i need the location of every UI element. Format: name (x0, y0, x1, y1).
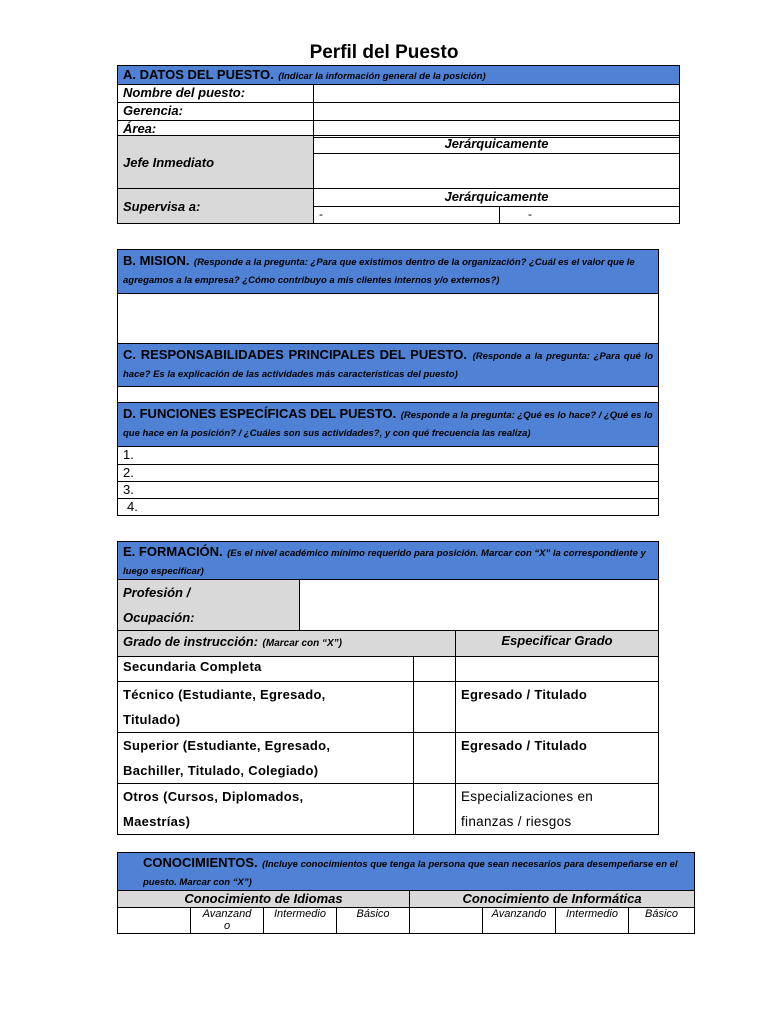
grado-row-superior-line1: Superior (Estudiante, Egresado, (123, 738, 331, 753)
informatica-header: Conocimiento de Informática (410, 891, 695, 908)
grado-spec-otros-line2: finanzas / riesgos (461, 814, 572, 829)
grado-row-superior (118, 733, 414, 784)
informatica-level-basico[interactable]: Básico (629, 908, 695, 934)
section-e-note: (Es el nivel académico mínimo requerido para posición. Marcar con “X” la correspondiente y luego especificar) (123, 548, 646, 577)
section-e-table (117, 541, 659, 835)
section-e-heading: E. FORMACIÓN. (123, 544, 223, 559)
sections-bcd-table (117, 249, 659, 516)
section-b-note: (Responde a la pregunta: ¿Para que existimos dentro de la organización? ¿Cuál es el valor que le agregamos a la empresa? ¿Cómo contribuyo a mis clientes internos y/o externos?) (123, 257, 635, 286)
section-e-header (118, 542, 659, 580)
grado-header (118, 631, 456, 657)
profesion-label (118, 580, 300, 631)
section-d-note: (Responde a la pregunta: ¿Qué es lo hace? / ¿Qué es lo que hace en la posición? / ¿Cuáles son sus actividades?, y con qué frecuencia las realiza) (123, 410, 653, 439)
informatica-level-avanzado[interactable]: Avanzando (483, 908, 556, 934)
grado-row-otros-line2: Maestrías) (123, 814, 191, 829)
informatica-name-field[interactable] (410, 908, 483, 934)
informatica-level-intermedio[interactable]: Intermedio (556, 908, 629, 934)
page-title: Perfil del Puesto (309, 42, 459, 63)
section-b-heading: B. MISION. (123, 253, 190, 268)
mision-field[interactable] (118, 294, 659, 344)
supervisa-field-2[interactable]: - (500, 207, 680, 224)
grado-mark-tecnico[interactable] (414, 682, 456, 733)
jefe-inmediato-field[interactable] (314, 154, 680, 189)
responsabilidades-field[interactable] (118, 387, 659, 403)
idioma-level-intermedio[interactable]: Intermedio (264, 908, 337, 934)
grado-spec-superior[interactable]: Egresado / Titulado (456, 733, 659, 784)
section-d-heading: D. FUNCIONES ESPECÍFICAS DEL PUESTO. (123, 406, 397, 421)
section-a-table (117, 65, 680, 138)
gerencia-label: Gerencia: (118, 103, 314, 121)
especificar-grado-header: Especificar Grado (456, 631, 659, 657)
section-a-header (118, 66, 680, 85)
section-b-header (118, 250, 659, 294)
section-a-heading: A. DATOS DEL PUESTO. (123, 67, 274, 82)
profesion-field[interactable] (300, 580, 659, 631)
jefe-table (117, 135, 680, 189)
grado-spec-secundaria[interactable] (456, 657, 659, 682)
idiomas-header: Conocimiento de Idiomas (118, 891, 410, 908)
area-label: Área: (118, 121, 314, 138)
supervisa-table (117, 188, 680, 224)
idioma-name-field[interactable] (118, 908, 191, 934)
supervisa-label: Supervisa a: (118, 189, 314, 224)
grado-label: Grado de instrucción: (123, 634, 259, 649)
section-a-note: (Indicar la información general de la posición) (278, 71, 486, 82)
supervisa-jerarquicamente-header: Jerárquicamente (314, 189, 680, 207)
idioma-level-avanzado[interactable]: Avanzand o (191, 908, 264, 934)
grado-spec-tecnico[interactable]: Egresado / Titulado (456, 682, 659, 733)
section-f-heading: CONOCIMIENTOS. (143, 855, 258, 870)
supervisa-field-1[interactable]: - (314, 207, 500, 224)
section-f-header (118, 853, 695, 891)
grado-row-otros (118, 784, 414, 835)
grado-note: (Marcar con “X”) (262, 638, 342, 649)
grado-row-secundaria: Secundaria Completa (118, 657, 414, 682)
section-c-header (118, 344, 659, 387)
grado-mark-secundaria[interactable] (414, 657, 456, 682)
grado-row-tecnico-line1: Técnico (Estudiante, Egresado, (123, 687, 326, 702)
nombre-puesto-field[interactable] (314, 85, 680, 103)
section-f-note: (Incluye conocimientos que tenga la persona que sean necesarios para desempeñarse en el puesto. Marcar con “X”) (143, 859, 678, 888)
grado-mark-superior[interactable] (414, 733, 456, 784)
idioma-level-basico[interactable]: Básico (337, 908, 410, 934)
section-d-header (118, 403, 659, 447)
jefe-jerarquicamente-header: Jerárquicamente (314, 136, 680, 154)
grado-row-otros-line1: Otros (Cursos, Diplomados, (123, 789, 304, 804)
profesion-label-line2: Ocupación: (123, 610, 195, 625)
funcion-item-1[interactable]: 1. (118, 447, 659, 465)
funcion-item-4[interactable]: 4. (118, 499, 659, 516)
funcion-item-3[interactable]: 3. (118, 482, 659, 499)
section-c-heading: C. RESPONSABILIDADES PRINCIPALES DEL PUESTO. (123, 347, 467, 362)
gerencia-field[interactable] (314, 103, 680, 121)
grado-row-tecnico (118, 682, 414, 733)
section-c-note: (Responde a la pregunta: ¿Para qué lo hace? Es la explicación de las actividades más características del puesto) (123, 351, 653, 380)
grado-row-superior-line2: Bachiller, Titulado, Colegiado) (123, 763, 319, 778)
section-f-table (117, 852, 695, 934)
grado-mark-otros[interactable] (414, 784, 456, 835)
funcion-item-2[interactable]: 2. (118, 465, 659, 482)
nombre-puesto-label: Nombre del puesto: (118, 85, 314, 103)
grado-spec-otros[interactable] (456, 784, 659, 835)
grado-spec-otros-line1: Especializaciones en (461, 789, 594, 804)
grado-row-tecnico-line2: Titulado) (123, 712, 181, 727)
profesion-label-line1: Profesión / (123, 585, 191, 600)
jefe-inmediato-label: Jefe Inmediato (118, 136, 314, 189)
